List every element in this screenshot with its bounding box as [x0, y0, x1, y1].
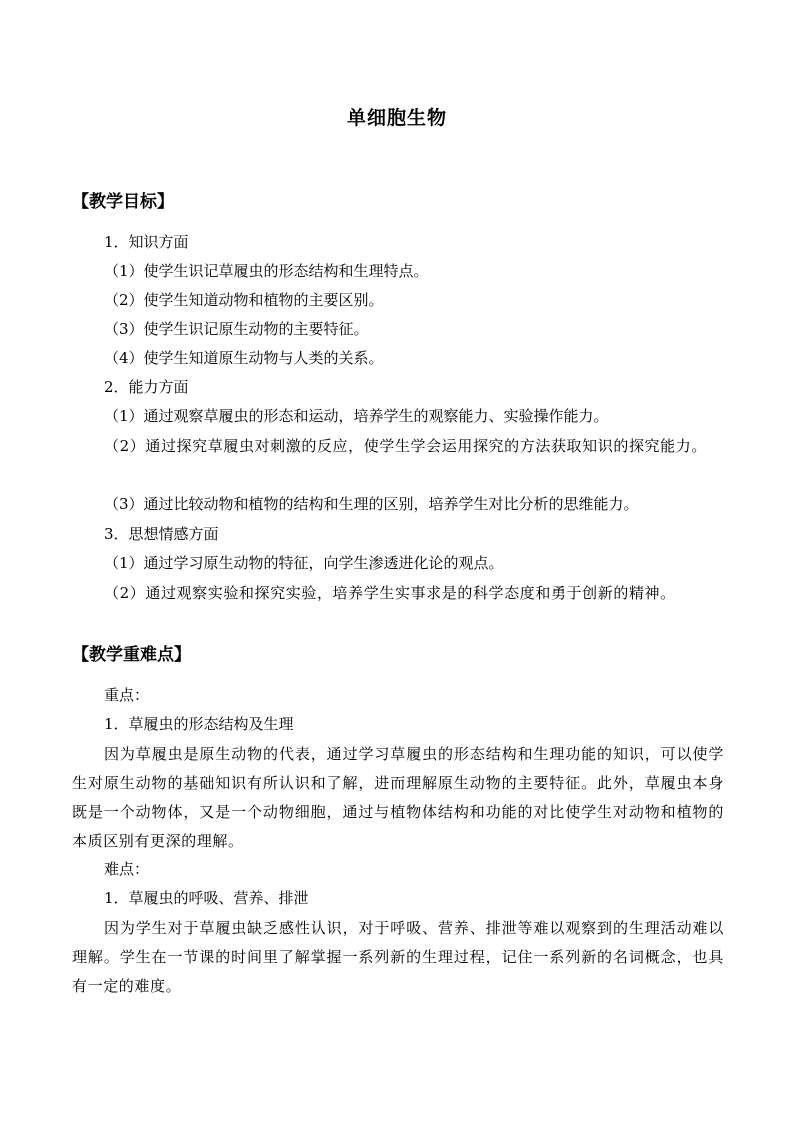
subsection-label-ability: 2．能力方面 — [104, 378, 189, 396]
list-item: （3）通过比较动物和植物的结构和生理的区别，培养学生对比分析的思维能力。 — [104, 495, 639, 513]
list-item: （2）通过观察实验和探究实验，培养学生实事求是的科学态度和勇于创新的精神。 — [104, 584, 676, 602]
difficult-point-paragraph: 因为学生对于草履虫缺乏感性认识，对于呼吸、营养、排泄等难以观察到的生理活动难以理解。学生在一节课的时间里了解掌握一系列新的生理过程，记住一系列新的名词概念，也具有一定的难度。 — [72, 919, 724, 995]
subsection-label-emotion: 3．思想情感方面 — [104, 525, 219, 543]
difficult-points-label: 难点： — [104, 860, 150, 878]
list-item: （1）通过学习原生动物的特征，向学生渗透进化论的观点。 — [104, 554, 504, 572]
list-item: （2）通过探究草履虫对刺激的反应，使学生学会运用探究的方法获取知识的探究能力。 — [104, 437, 707, 455]
difficult-point-item: 1．草履虫的呼吸、营养、排泄 — [104, 889, 309, 907]
list-item: （3）使学生识记原生动物的主要特征。 — [104, 320, 369, 338]
list-item: （2）使学生知道动物和植物的主要区别。 — [104, 291, 384, 309]
key-points-label: 重点： — [104, 686, 150, 704]
key-point-paragraph: 因为草履虫是原生动物的代表，通过学习草履虫的形态结构和生理功能的知识，可以使学生对原生动物的基础知识有所认识和了解，进而理解原生动物的主要特征。此外，草履虫本身既是一个动物体，又是一个动物细胞，通过与植物体结构和功能的对比使学生对动物和植物的本质区别有更深的理解。 — [72, 745, 724, 850]
list-item: （1）通过观察草履虫的形态和运动，培养学生的观察能力、实验操作能力。 — [104, 407, 609, 425]
section-heading-teaching-goals: 【教学目标】 — [72, 192, 174, 212]
key-point-item: 1．草履虫的形态结构及生理 — [104, 715, 294, 733]
page-title: 单细胞生物 — [346, 107, 447, 129]
list-item: （1）使学生识记草履虫的形态结构和生理特点。 — [104, 262, 429, 280]
subsection-label-knowledge: 1．知识方面 — [104, 233, 189, 251]
section-heading-key-difficult-points: 【教学重难点】 — [72, 645, 191, 665]
list-item: （4）使学生知道原生动物与人类的关系。 — [104, 349, 384, 367]
